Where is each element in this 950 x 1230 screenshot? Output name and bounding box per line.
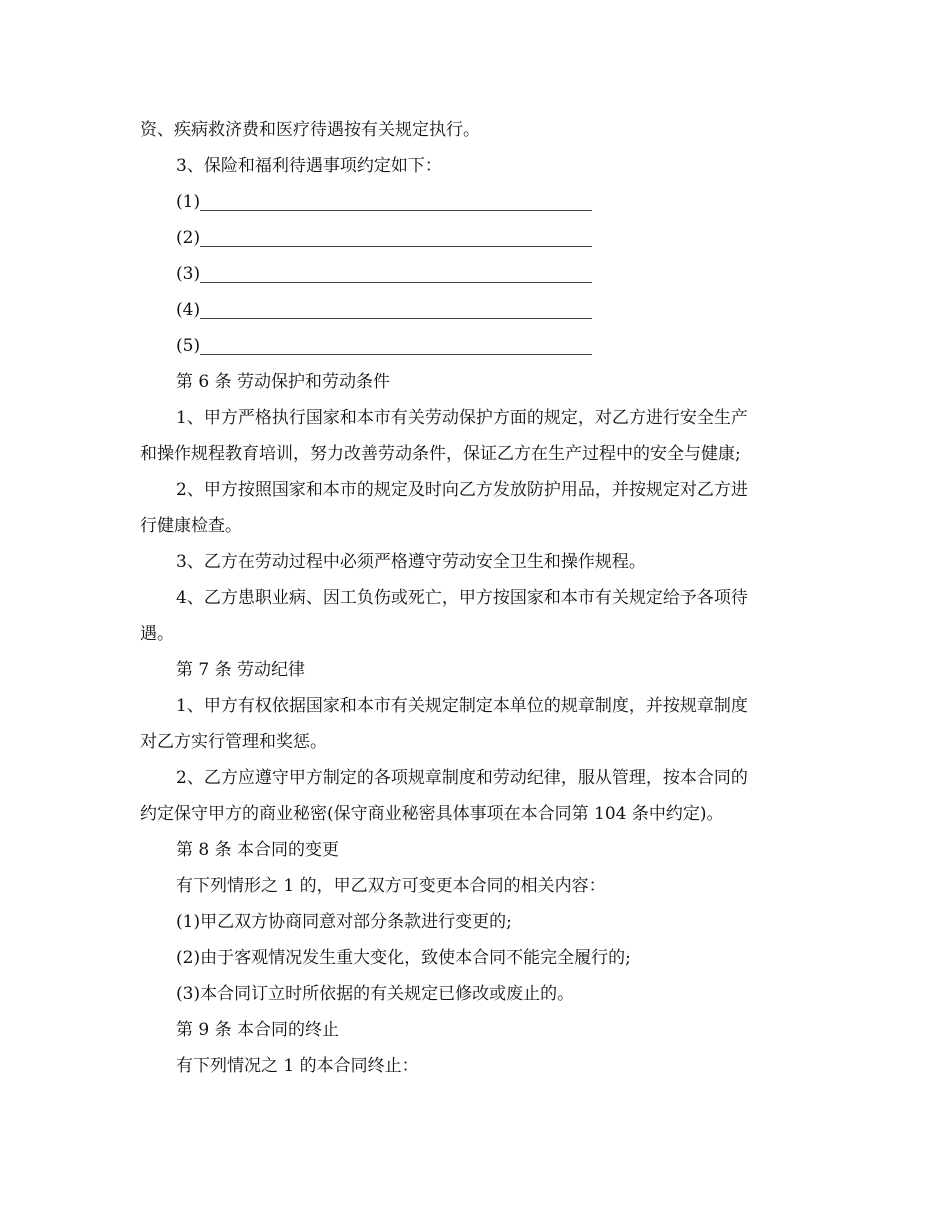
paragraph-line: 3、保险和福利待遇事项约定如下： bbox=[176, 156, 442, 176]
paragraph-line: 3、乙方在劳动过程中必须严格遵守劳动安全卫生和操作规程。 bbox=[176, 552, 646, 572]
paragraph-line: 1、甲方有权依据国家和本市有关规定制定本单位的规章制度，并按规章制度 bbox=[176, 696, 748, 716]
paragraph-line: 有下列情形之 1 的，甲乙双方可变更本合同的相关内容： bbox=[176, 876, 606, 896]
paragraph-line: 2、甲方按照国家和本市的规定及时向乙方发放防护用品，并按规定对乙方进 bbox=[176, 480, 748, 500]
list-item: (3)本合同订立时所依据的有关规定已修改或废止的。 bbox=[176, 984, 575, 1004]
fill-in-blank-row bbox=[140, 256, 810, 292]
blank-underline bbox=[200, 188, 592, 211]
fill-in-blank-row bbox=[140, 328, 810, 364]
blank-underline bbox=[200, 224, 592, 247]
document-body bbox=[140, 112, 810, 1084]
blank-number: (3) bbox=[176, 264, 201, 284]
blank-number: (4) bbox=[176, 300, 201, 320]
paragraph-line: 有下列情况之 1 的本合同终止： bbox=[176, 1056, 419, 1076]
paragraph-line: 行健康检查。 bbox=[140, 516, 242, 536]
paragraph-line: 遇。 bbox=[140, 624, 174, 644]
paragraph-line: 对乙方实行管理和奖惩。 bbox=[140, 732, 327, 752]
blank-number: (2) bbox=[176, 228, 201, 248]
paragraph-line: 约定保守甲方的商业秘密(保守商业秘密具体事项在本合同第 104 条中约定)。 bbox=[140, 804, 724, 824]
section-7-title: 第 7 条 劳动纪律 bbox=[176, 660, 306, 680]
section-8-title: 第 8 条 本合同的变更 bbox=[176, 840, 340, 860]
section-6-title: 第 6 条 劳动保护和劳动条件 bbox=[176, 372, 391, 392]
fill-in-blank-row bbox=[140, 292, 810, 328]
paragraph-line: 4、乙方患职业病、因工负伤或死亡，甲方按国家和本市有关规定给予各项待 bbox=[176, 588, 748, 608]
fill-in-blank-row bbox=[140, 220, 810, 256]
paragraph-line: 和操作规程教育培训，努力改善劳动条件，保证乙方在生产过程中的安全与健康; bbox=[140, 444, 741, 464]
blank-number: (5) bbox=[176, 336, 201, 356]
blank-underline bbox=[200, 296, 592, 319]
blank-underline bbox=[200, 260, 592, 283]
list-item: (1)甲乙双方协商同意对部分条款进行变更的; bbox=[176, 912, 512, 932]
blank-underline bbox=[200, 332, 592, 355]
paragraph-line: 2、乙方应遵守甲方制定的各项规章制度和劳动纪律，服从管理，按本合同的 bbox=[176, 768, 748, 788]
section-9-title: 第 9 条 本合同的终止 bbox=[176, 1020, 340, 1040]
list-item: (2)由于客观情况发生重大变化，致使本合同不能完全履行的; bbox=[176, 948, 631, 968]
paragraph-line: 1、甲方严格执行国家和本市有关劳动保护方面的规定，对乙方进行安全生产 bbox=[176, 408, 748, 428]
fill-in-blank-row bbox=[140, 184, 810, 220]
paragraph-line: 资、疾病救济费和医疗待遇按有关规定执行。 bbox=[140, 120, 480, 140]
blank-number: (1) bbox=[176, 192, 201, 212]
